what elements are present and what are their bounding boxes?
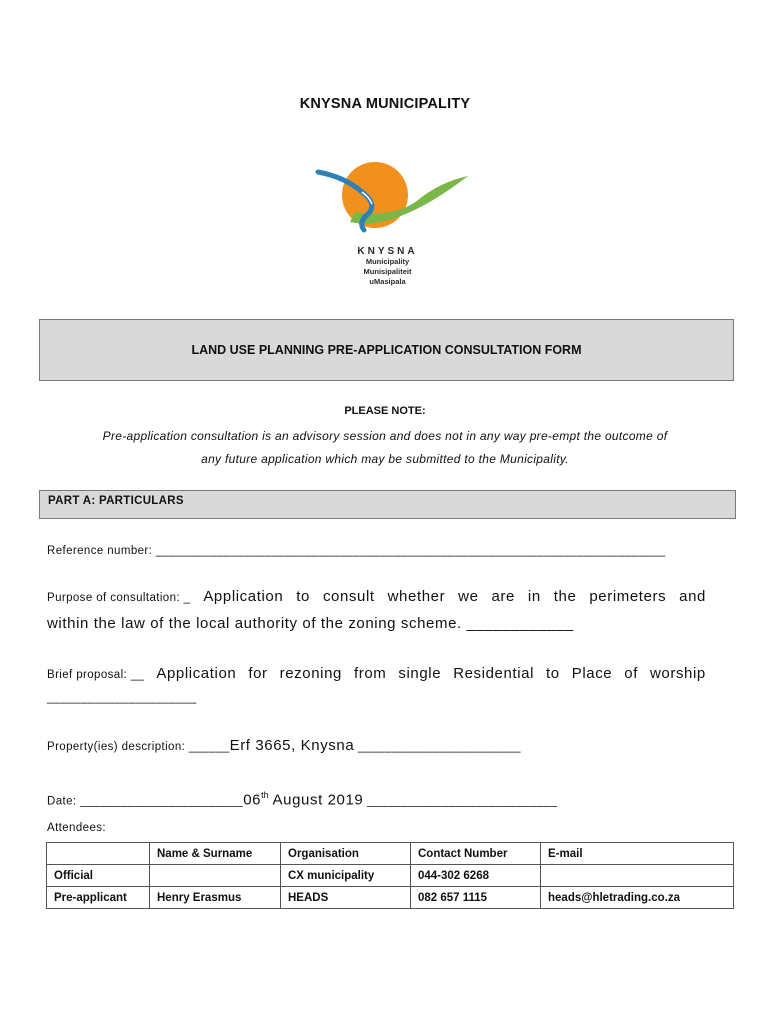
form-title: LAND USE PLANNING PRE-APPLICATION CONSULTATION FORM <box>191 343 582 357</box>
proposal-word: rezoning <box>279 665 342 682</box>
table-row <box>47 887 734 909</box>
date-month-year: August 2019 <box>268 791 364 809</box>
proposal-word: from <box>353 665 387 682</box>
page-title: KNYSNA MUNICIPALITY <box>299 96 471 112</box>
purpose-row <box>47 588 706 605</box>
note-line-2: any future application which may be submitted to the Municipality. <box>201 452 569 466</box>
purpose-word: are <box>491 588 515 605</box>
table-cell: HEADS <box>281 887 411 909</box>
purpose-word: whether <box>387 588 446 605</box>
date-field[interactable] <box>47 790 707 809</box>
property-value: Erf 3665, Knysna <box>229 737 355 754</box>
note-line-1: Pre-application consultation is an advisory session and does not in any way pre-empt the outcome of <box>102 429 668 443</box>
reference-field[interactable] <box>47 545 707 557</box>
logo-line-3: uMasipala <box>369 277 406 286</box>
logo-caption <box>300 246 475 287</box>
property-field[interactable] <box>47 737 707 755</box>
purpose-line-1 <box>47 588 707 605</box>
proposal-word: of <box>624 665 638 682</box>
logo-line-2: Munisipaliteit <box>363 267 412 276</box>
note-heading: PLEASE NOTE: <box>344 405 426 417</box>
purpose-word: the <box>553 588 577 605</box>
table-cell: CX municipality <box>281 865 411 887</box>
purpose-line-2: within the law of the local authority of the zoning scheme. ____________ <box>47 615 574 632</box>
logo-name: KNYSNA <box>357 246 418 257</box>
table-cell: Pre-applicant <box>47 887 150 909</box>
purpose-word: to <box>296 588 310 605</box>
proposal-row <box>47 665 706 682</box>
purpose-word: we <box>458 588 479 605</box>
table-header-row <box>47 843 734 865</box>
table-cell: heads@hletrading.co.za <box>541 887 734 909</box>
date-suffix: th <box>261 790 269 800</box>
date-blank: ____________________________ <box>363 795 558 808</box>
proposal-label: Brief proposal: __ <box>47 669 145 681</box>
logo-line-1: Municipality <box>365 257 410 266</box>
table-header-cell <box>47 843 150 865</box>
table-header-cell: E-mail <box>541 843 734 865</box>
proposal-word: for <box>248 665 268 682</box>
table-header-cell: Organisation <box>281 843 411 865</box>
proposal-word: to <box>546 665 560 682</box>
proposal-line-1 <box>47 665 707 682</box>
purpose-word: in <box>527 588 541 605</box>
table-cell: Official <box>47 865 150 887</box>
purpose-word: and <box>679 588 706 605</box>
table-cell: 082 657 1115 <box>411 887 541 909</box>
reference-label: Reference number: <box>47 545 156 557</box>
reference-blank: ___________________________________________________________________________ <box>155 545 666 557</box>
purpose-word: consult <box>322 588 375 605</box>
table-row <box>47 865 734 887</box>
table-cell <box>150 865 281 887</box>
proposal-word: Application <box>156 665 237 682</box>
date-label: Date: ________________________ <box>47 795 244 808</box>
attendees-label: Attendees: <box>47 822 106 834</box>
table-header-cell: Name & Surname <box>150 843 281 865</box>
form-title-box <box>39 319 734 381</box>
date-day: 06 <box>243 791 262 809</box>
purpose-label: Purpose of consultation: _ <box>47 592 191 604</box>
property-blank: ________________________ <box>354 741 521 753</box>
proposal-word: Residential <box>453 665 534 682</box>
attendees-table <box>46 842 734 909</box>
part-a-heading: PART A: PARTICULARS <box>39 490 736 519</box>
proposal-line-2: ______________________ <box>47 692 197 704</box>
table-cell: Henry Erasmus <box>150 887 281 909</box>
property-label: Property(ies) description: ______ <box>47 741 230 753</box>
purpose-word: perimeters <box>589 588 667 605</box>
table-cell <box>541 865 734 887</box>
proposal-word: single <box>398 665 442 682</box>
purpose-word: Application <box>203 588 284 605</box>
table-cell: 044-302 6268 <box>411 865 541 887</box>
proposal-word: worship <box>649 665 706 682</box>
table-header-cell: Contact Number <box>411 843 541 865</box>
proposal-word: Place <box>571 665 613 682</box>
